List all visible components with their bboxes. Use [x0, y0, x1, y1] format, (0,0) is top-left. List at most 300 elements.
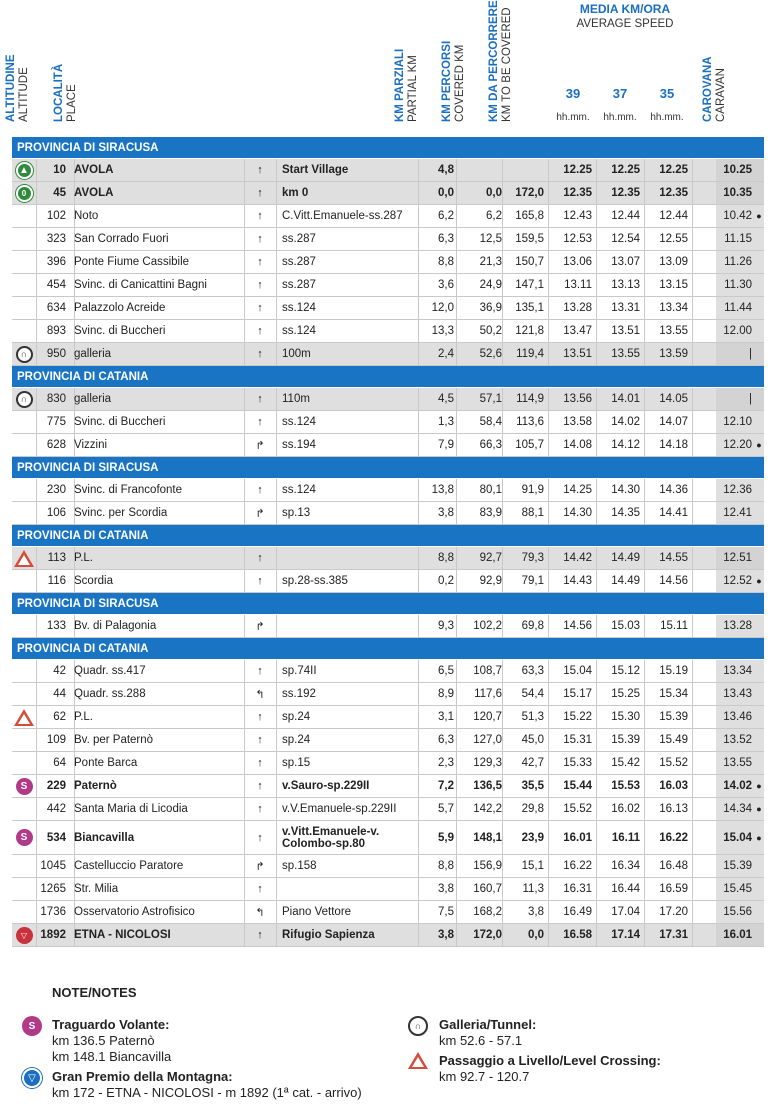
altitude-cell: 893 — [46, 325, 66, 337]
table-row — [12, 660, 764, 683]
altitude-cell: 454 — [46, 279, 66, 291]
time-35-cell: 13.59 — [659, 348, 688, 360]
time-39-cell: 16.01 — [563, 831, 592, 844]
table-row — [12, 752, 764, 775]
time-37-cell: 15.42 — [611, 757, 640, 769]
time-39-cell: 13.56 — [563, 393, 592, 405]
place-cell: P.L. — [74, 711, 93, 723]
caravan-time-cell: 13.28 — [716, 615, 764, 637]
place-cell: Quadr. ss.417 — [74, 665, 146, 677]
column-divider — [692, 901, 693, 923]
column-divider — [276, 752, 277, 774]
sprint-icon: S — [22, 1016, 42, 1036]
crossing-icon — [12, 547, 36, 569]
time-37-cell: 17.04 — [611, 906, 640, 918]
time-35-cell: 12.35 — [659, 187, 688, 199]
caravan-time-cell: 13.46 — [716, 706, 764, 728]
remaining-km-cell: 88,1 — [521, 507, 544, 519]
covered-km-cell: 102,2 — [473, 620, 502, 632]
column-divider — [692, 502, 693, 524]
finish-icon: ▽ — [12, 924, 36, 946]
column-divider — [692, 615, 693, 637]
partial-km-cell: 13,3 — [431, 325, 454, 337]
table-row — [12, 855, 764, 878]
route-cell: sp.74II — [282, 665, 317, 677]
column-divider — [276, 228, 277, 250]
altitude-cell: 1265 — [40, 883, 66, 895]
time-35-cell: 13.34 — [659, 302, 688, 314]
dot-icon: ● — [756, 832, 762, 843]
header-partial-it: KM PARZIALI — [394, 48, 406, 122]
direction-arrow: ↑ — [257, 302, 263, 314]
time-37-cell: 15.39 — [611, 734, 640, 746]
column-divider — [692, 320, 693, 342]
route-cell: ss.287 — [282, 279, 316, 291]
covered-km-cell: 36,9 — [479, 302, 502, 314]
remaining-km-cell: 172,0 — [515, 187, 544, 199]
notes-heading: NOTE/NOTES — [52, 985, 137, 1000]
place-cell: P.L. — [74, 552, 93, 564]
column-divider — [276, 878, 277, 900]
partial-km-cell: 3,1 — [438, 711, 454, 723]
covered-km-cell: 57,1 — [479, 393, 502, 405]
place-cell: Vizzini — [74, 439, 108, 451]
speed-35: 35 — [659, 86, 675, 101]
time-39-cell: 12.53 — [563, 233, 592, 245]
table-row — [12, 821, 764, 855]
covered-km-cell — [456, 159, 502, 181]
remaining-km-cell: 79,1 — [521, 575, 544, 587]
covered-km-cell: 168,2 — [473, 906, 502, 918]
time-37-cell: 13.51 — [611, 325, 640, 337]
route-cell: ss.124 — [282, 325, 316, 337]
place-cell: Svinc. di Buccheri — [74, 325, 166, 337]
table-row — [12, 251, 764, 274]
partial-km-cell: 13,8 — [431, 484, 454, 496]
caravan-time-cell: 13.43 — [716, 683, 764, 705]
time-37-cell: 15.03 — [611, 620, 640, 632]
column-divider — [276, 251, 277, 273]
altitude-cell: 102 — [46, 210, 66, 222]
place-cell: Castelluccio Paratore — [74, 860, 184, 872]
partial-km-cell: 9,3 — [438, 620, 454, 632]
column-divider — [692, 660, 693, 682]
header-remaining-it: KM DA PERCORRERE — [488, 0, 500, 122]
caravan-time-cell: 11.44 — [716, 297, 764, 319]
province-header: PROVINCIA DI CATANIA — [12, 525, 764, 547]
column-divider — [692, 343, 693, 365]
time-39-cell: 16.58 — [563, 929, 592, 941]
note-crossing-title: Passaggio a Livello/Level Crossing: — [439, 1053, 661, 1068]
covered-km-cell: 83,9 — [479, 507, 502, 519]
time-37-cell: 17.14 — [611, 929, 640, 941]
time-37-cell: 14.35 — [611, 507, 640, 519]
place-cell: Ponte Barca — [74, 757, 138, 769]
time-37-cell: 15.30 — [611, 711, 640, 723]
place-cell: Ponte Fiume Cassibile — [74, 256, 190, 268]
remaining-km-cell: 45,0 — [521, 734, 544, 746]
covered-km-cell: 24,9 — [479, 279, 502, 291]
partial-km-cell: 0,2 — [438, 575, 454, 587]
province-header: PROVINCIA DI CATANIA — [12, 638, 764, 660]
direction-arrow: ↑ — [257, 803, 263, 815]
column-divider — [692, 878, 693, 900]
time-35-cell: 15.52 — [659, 757, 688, 769]
route-cell: ss.194 — [282, 439, 316, 451]
time-35-cell: 13.09 — [659, 256, 688, 268]
column-divider — [276, 615, 277, 637]
time-37-cell: 14.12 — [611, 439, 640, 451]
direction-arrow: ↑ — [257, 757, 263, 769]
covered-km-cell: 92,7 — [479, 552, 502, 564]
caravan-time-cell: 13.55 — [716, 752, 764, 774]
covered-km-cell: 6,2 — [486, 210, 502, 222]
time-39-cell: 15.31 — [563, 734, 592, 746]
column-divider — [692, 683, 693, 705]
column-divider — [276, 159, 277, 181]
remaining-km-cell: 29,8 — [521, 803, 544, 815]
dot-icon: ● — [756, 804, 762, 814]
direction-arrow: ↑ — [257, 164, 263, 176]
column-divider — [692, 752, 693, 774]
partial-km-cell: 5,9 — [438, 831, 454, 844]
direction-arrow: ↑ — [257, 734, 263, 746]
caravan-time-cell: 11.15 — [716, 228, 764, 250]
column-divider — [276, 660, 277, 682]
note-gpm-title: Gran Premio della Montagna: — [52, 1069, 233, 1084]
note-crossing-line: km 92.7 - 120.7 — [439, 1069, 530, 1084]
covered-km-cell: 120,7 — [473, 711, 502, 723]
column-divider — [276, 182, 277, 204]
caravan-time-cell: 12.20 — [716, 434, 764, 456]
partial-km-cell: 3,8 — [438, 929, 454, 941]
time-35-cell: 14.56 — [659, 575, 688, 587]
time-39-cell: 14.42 — [563, 552, 592, 564]
note-sprint-line: km 136.5 Paternò — [52, 1033, 155, 1048]
time-37-cell: 14.01 — [611, 393, 640, 405]
partial-km-cell: 2,4 — [438, 348, 454, 360]
direction-arrow: ↑ — [257, 210, 263, 222]
remaining-km-cell: 91,9 — [521, 484, 544, 496]
covered-km-cell: 136,5 — [473, 780, 502, 792]
partial-km-cell: 8,9 — [438, 688, 454, 700]
covered-km-cell: 12,5 — [479, 233, 502, 245]
caravan-time-cell: 15.04 — [716, 821, 764, 854]
covered-km-cell: 172,0 — [473, 929, 502, 941]
column-divider — [276, 729, 277, 751]
dot-icon: ● — [756, 781, 762, 791]
place-cell: Osservatorio Astrofisico — [74, 906, 195, 918]
partial-km-cell: 3,8 — [438, 883, 454, 895]
column-divider — [276, 297, 277, 319]
route-cell — [282, 547, 418, 569]
direction-arrow: ↑ — [257, 393, 263, 405]
table-row — [12, 729, 764, 752]
altitude-cell: 106 — [46, 507, 66, 519]
column-divider — [276, 320, 277, 342]
covered-km-cell: 108,7 — [473, 665, 502, 677]
direction-arrow: ↑ — [257, 552, 263, 564]
province-header: PROVINCIA DI SIRACUSA — [12, 593, 764, 615]
time-35-cell: 16.22 — [659, 831, 688, 844]
table-row — [12, 547, 764, 570]
header-caravan-en: CARAVAN — [715, 68, 727, 122]
altitude-cell: 109 — [46, 734, 66, 746]
route-cell: Rifugio Sapienza — [282, 929, 375, 941]
column-divider — [692, 159, 693, 181]
gpm-icon: ▽ — [22, 1068, 42, 1088]
route-cell: sp.15 — [282, 757, 311, 769]
time-39-cell: 15.33 — [563, 757, 592, 769]
time-39-cell: 15.22 — [563, 711, 592, 723]
route-cell: ss.124 — [282, 484, 316, 496]
direction-arrow: ↑ — [257, 831, 263, 844]
caravan-time-cell: 11.26 — [716, 251, 764, 273]
remaining-km-cell: 0,0 — [528, 929, 544, 941]
time-39-cell: 13.58 — [563, 416, 592, 428]
table-row — [12, 274, 764, 297]
remaining-km-cell: 69,8 — [521, 620, 544, 632]
province-header: PROVINCIA DI SIRACUSA — [12, 137, 764, 159]
time-39-cell: 16.22 — [563, 860, 592, 872]
column-divider — [692, 855, 693, 877]
direction-arrow: ↑ — [257, 233, 263, 245]
column-divider — [276, 798, 277, 820]
time-37-cell: 12.25 — [611, 164, 640, 176]
table-row — [12, 775, 764, 798]
time-37-cell: 15.12 — [611, 665, 640, 677]
remaining-km-cell: 42,7 — [521, 757, 544, 769]
remaining-km-cell: 3,8 — [528, 906, 544, 918]
caravan-time-cell: 10.35 — [716, 182, 764, 204]
direction-arrow: ↱ — [255, 620, 265, 633]
unit-35: hh.mm. — [650, 112, 684, 123]
altitude-cell: 133 — [46, 620, 66, 632]
column-divider — [276, 343, 277, 365]
header-media-en: AVERAGE SPEED — [576, 18, 674, 30]
table-row — [12, 798, 764, 821]
place-cell: Bv. di Palagonia — [74, 620, 157, 632]
time-35-cell: 12.55 — [659, 233, 688, 245]
header-caravan-it: CAROVANA — [702, 56, 714, 122]
caravan-time-cell: 16.01 — [716, 924, 764, 946]
altitude-cell: 64 — [53, 757, 66, 769]
place-cell: Svinc. di Canicattini Bagni — [74, 279, 207, 291]
time-39-cell: 15.17 — [563, 688, 592, 700]
time-37-cell: 12.44 — [611, 210, 640, 222]
sprint-icon: S — [12, 821, 36, 854]
time-37-cell: 16.02 — [611, 803, 640, 815]
sprint-icon: S — [12, 775, 36, 797]
time-39-cell: 15.44 — [563, 780, 592, 792]
partial-km-cell: 7,9 — [438, 439, 454, 451]
route-cell: sp.24 — [282, 711, 311, 723]
partial-km-cell: 3,8 — [438, 507, 454, 519]
place-cell: Str. Milia — [74, 883, 119, 895]
direction-arrow: ↑ — [257, 256, 263, 268]
place-cell: Svinc. per Scordia — [74, 507, 168, 519]
table-row — [12, 479, 764, 502]
place-cell: AVOLA — [74, 164, 114, 176]
covered-km-cell: 50,2 — [479, 325, 502, 337]
direction-arrow: ↑ — [257, 711, 263, 723]
remaining-km-cell: 121,8 — [515, 325, 544, 337]
route-cell: ss.287 — [282, 233, 316, 245]
altitude-cell: 775 — [46, 416, 66, 428]
time-39-cell: 14.56 — [563, 620, 592, 632]
time-37-cell: 12.54 — [611, 233, 640, 245]
unit-39: hh.mm. — [556, 112, 590, 123]
column-divider — [692, 228, 693, 250]
remaining-km-cell: 165,8 — [515, 210, 544, 222]
province-header: PROVINCIA DI CATANIA — [12, 366, 764, 388]
remaining-km-cell: 23,9 — [521, 831, 544, 844]
place-cell: Svinc. di Buccheri — [74, 416, 166, 428]
direction-arrow: ↱ — [255, 439, 265, 452]
remaining-km-cell: 113,6 — [516, 416, 544, 428]
time-35-cell: 15.49 — [659, 734, 688, 746]
time-35-cell: 17.31 — [659, 929, 688, 941]
route-cell: sp.158 — [282, 860, 317, 872]
time-37-cell: 13.07 — [611, 256, 640, 268]
altitude-cell: 42 — [53, 665, 66, 677]
column-divider — [276, 821, 277, 854]
remaining-km-cell: 79,3 — [521, 552, 544, 564]
column-divider — [692, 182, 693, 204]
caravan-time-cell: 14.34 — [716, 798, 764, 820]
header-partial-en: PARTIAL KM — [407, 55, 419, 122]
caravan-time-cell: 13.52 — [716, 729, 764, 751]
remaining-km-cell: 135,1 — [515, 302, 544, 314]
time-35-cell: 12.44 — [659, 210, 688, 222]
time-39-cell: 14.43 — [563, 575, 592, 587]
direction-arrow: ↱ — [255, 860, 265, 873]
time-39-cell: 13.06 — [563, 256, 592, 268]
time-39-cell: 13.11 — [564, 279, 592, 291]
place-cell: Svinc. di Francofonte — [74, 484, 183, 496]
caravan-time-cell: 11.30 — [716, 274, 764, 296]
partial-km-cell: 12,0 — [431, 302, 454, 314]
column-divider — [276, 274, 277, 296]
table-row — [12, 411, 764, 434]
tunnel-icon: ∩ — [12, 388, 36, 410]
route-cell: v.Vitt.Emanuele-v. Colombo-sp.80 — [282, 825, 380, 850]
note-sprint-line: km 148.1 Biancavilla — [52, 1049, 172, 1064]
time-35-cell: 14.55 — [659, 552, 688, 564]
route-cell: 110m — [282, 393, 310, 405]
direction-arrow: ↑ — [257, 279, 263, 291]
partial-km-cell: 4,5 — [438, 393, 454, 405]
time-39-cell: 12.25 — [563, 164, 592, 176]
remaining-km-cell: 119,4 — [516, 348, 544, 360]
table-row — [12, 434, 764, 457]
direction-arrow: ↑ — [257, 484, 263, 496]
km0-icon: 0 — [12, 182, 36, 204]
column-divider — [276, 775, 277, 797]
tunnel-icon: ∩ — [408, 1016, 428, 1036]
table-row — [12, 182, 764, 205]
time-39-cell: 12.35 — [563, 187, 592, 199]
place-cell: Santa Maria di Licodia — [74, 803, 188, 815]
note-crossing — [439, 1053, 661, 1085]
direction-arrow: ↱ — [255, 507, 265, 520]
column-divider — [692, 775, 693, 797]
note-tunnel — [439, 1017, 536, 1049]
remaining-km-cell: 54,4 — [521, 688, 544, 700]
column-divider — [692, 821, 693, 854]
column-divider — [276, 706, 277, 728]
column-divider — [692, 729, 693, 751]
column-divider — [276, 924, 277, 946]
column-divider — [692, 388, 693, 410]
table-row — [12, 228, 764, 251]
time-39-cell: 12.43 — [563, 210, 592, 222]
remaining-km-cell: 105,7 — [515, 439, 544, 451]
altitude-cell: 10 — [53, 164, 66, 176]
altitude-cell: 229 — [46, 780, 66, 792]
header-covered-en: COVERED KM — [454, 44, 466, 122]
place-cell: San Corrado Fuori — [74, 233, 169, 245]
time-35-cell: 17.20 — [659, 906, 688, 918]
unit-37: hh.mm. — [603, 112, 637, 123]
time-39-cell: 14.08 — [563, 439, 592, 451]
place-cell: galleria — [74, 348, 112, 360]
remaining-km-cell: 159,5 — [515, 233, 544, 245]
time-35-cell: 16.13 — [659, 803, 688, 815]
direction-arrow: ↑ — [257, 883, 263, 895]
altitude-cell: 1736 — [40, 906, 66, 918]
route-cell: km 0 — [282, 187, 309, 199]
caravan-time-cell: 15.56 — [716, 901, 764, 923]
route-cell: Piano Vettore — [282, 906, 352, 918]
table-row — [12, 297, 764, 320]
altitude-cell: 628 — [46, 439, 66, 451]
place-cell: Palazzolo Acreide — [74, 302, 166, 314]
route-cell: 100m — [282, 348, 311, 360]
time-37-cell: 12.35 — [611, 187, 640, 199]
covered-km-cell: 52,6 — [479, 348, 502, 360]
caravan-time-cell: 12.10 — [716, 411, 764, 433]
place-cell: Scordia — [74, 575, 113, 587]
partial-km-cell: 1,3 — [438, 416, 454, 428]
place-cell: Paternò — [74, 780, 117, 792]
altitude-cell: 634 — [46, 302, 66, 314]
crossing-icon — [408, 1052, 428, 1069]
column-divider — [692, 924, 693, 946]
caravan-time-cell: 12.00 — [716, 320, 764, 342]
speed-39: 39 — [565, 86, 581, 101]
place-cell: Quadr. ss.288 — [74, 688, 146, 700]
time-39-cell: 15.04 — [563, 665, 592, 677]
direction-arrow: ↰ — [255, 688, 265, 701]
start-icon: ▲ — [12, 159, 36, 181]
covered-km-cell: 142,2 — [473, 803, 502, 815]
column-divider — [692, 274, 693, 296]
column-divider — [692, 297, 693, 319]
header-remaining-en: KM TO BE COVERED — [501, 7, 513, 122]
partial-km-cell: 6,2 — [438, 210, 454, 222]
time-37-cell: 14.02 — [611, 416, 640, 428]
table-row — [12, 570, 764, 593]
direction-arrow: ↑ — [257, 575, 263, 587]
route-cell: Start Village — [282, 164, 349, 176]
altitude-cell: 534 — [46, 831, 66, 844]
time-35-cell: 12.25 — [659, 164, 688, 176]
caravan-time-cell: 15.45 — [716, 878, 764, 900]
time-37-cell: 15.53 — [611, 780, 640, 792]
header-altitude-en: ALTITUDE — [18, 67, 30, 122]
column-divider — [276, 547, 277, 569]
